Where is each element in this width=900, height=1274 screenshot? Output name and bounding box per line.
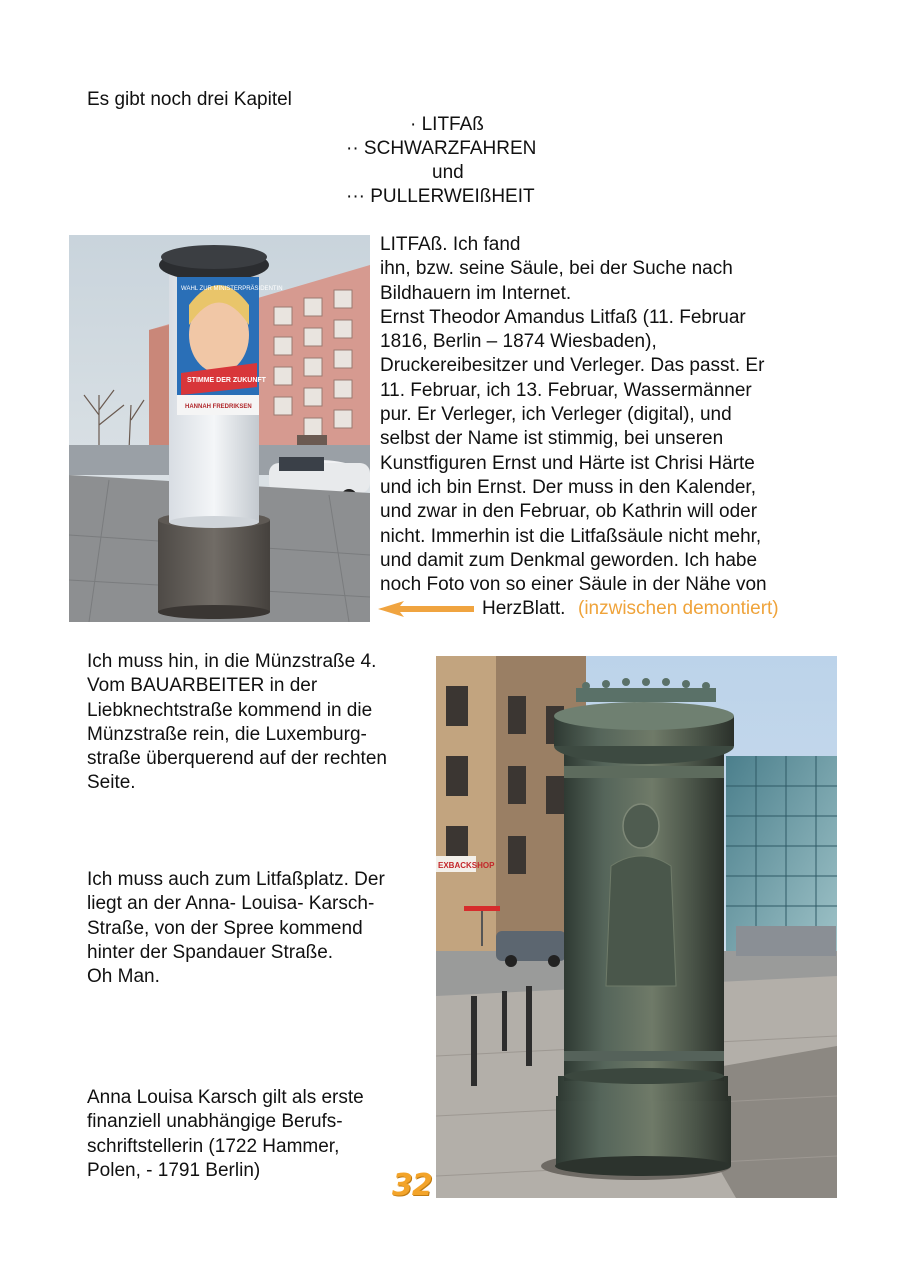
page-number: 32 — [392, 1168, 432, 1203]
paragraph-line: Ich muss hin, in die Münzstraße 4. — [87, 651, 377, 672]
paragraph-line: Oh Man. — [87, 966, 160, 988]
herzblatt-text: HerzBlatt. — [482, 598, 566, 619]
paragraph-line: Straße, von der Spree kommend — [87, 917, 363, 939]
paragraph-line: 11. Februar, ich 13. Februar, Wassermänner — [380, 379, 752, 401]
arrow-left-icon — [378, 600, 474, 618]
chapter-schwarzfahren: ·· SCHWARZFAHREN — [346, 138, 537, 159]
paragraph-line: noch Foto von so einer Säule in der Nähe von — [380, 574, 767, 596]
paragraph-line: und zwar in den Februar, ob Kathrin will oder — [380, 501, 758, 523]
paragraph-line: Münzstraße rein, die Luxemburg- — [87, 723, 367, 745]
paragraph-line: Ernst Theodor Amandus Litfaß (11. Februar — [380, 306, 746, 328]
paragraph-line: Bildhauern im Internet. — [380, 282, 572, 304]
karsch-paragraph — [87, 1086, 427, 1183]
paragraph-line: hinter der Spandauer Straße. — [87, 941, 334, 963]
paragraph-line: pur. Er Verleger, ich Verleger (digital), und — [380, 404, 732, 426]
paragraph-line: Seite. — [87, 772, 136, 794]
chapter-litfass: · LITFAß — [410, 114, 484, 135]
paragraph-line: und ich bin Ernst. Der muss in den Kalender, — [380, 476, 756, 498]
photo-litfass-column — [69, 235, 370, 622]
poster-name: HANNAH FREDRIKSEN — [185, 404, 252, 410]
litfass-paragraph — [380, 233, 820, 597]
photo-bronze-monument — [436, 656, 837, 1198]
paragraph-line: 1816, Berlin – 1874 Wiesbaden), — [380, 331, 657, 353]
paragraph-line: liegt an der Anna- Louisa- Karsch- — [87, 893, 375, 915]
paragraph-line: selbst der Name ist stimmig, bei unseren — [380, 428, 724, 450]
paragraph-line: nicht. Immerhin ist die Litfaßsäule nicht mehr, — [380, 525, 762, 547]
poster-top-text: WAHL ZUR MINISTERPRÄSIDENTIN — [181, 286, 283, 292]
paragraph-line: ihn, bzw. seine Säule, bei der Suche nach — [380, 258, 733, 280]
poster-slogan: STIMME DER ZUKUNFT — [187, 377, 266, 384]
paragraph-line: finanziell unabhängige Berufs- — [87, 1111, 343, 1133]
paragraph-line: Druckereibesitzer und Verleger. Das passt. Er — [380, 355, 765, 377]
paragraph-line: Liebknechtstraße kommend in die — [87, 699, 373, 721]
paragraph-line: schriftstellerin (1722 Hammer, — [87, 1135, 340, 1157]
chapter-und: und — [432, 162, 464, 183]
intro-text: Es gibt noch drei Kapitel — [87, 89, 292, 110]
paragraph-line: und damit zum Denkmal geworden. Ich habe — [380, 549, 758, 571]
paragraph-line: Vom BAUARBEITER in der — [87, 675, 318, 697]
paragraph-line: Ich muss auch zum Litfaßplatz. Der — [87, 869, 385, 890]
litfassplatz-paragraph — [87, 868, 427, 989]
paragraph-line: Kunstfiguren Ernst und Härte ist Chrisi Härte — [380, 452, 755, 474]
paragraph-line: Polen, - 1791 Berlin) — [87, 1159, 261, 1181]
shop-sign-text: EXBACKSHOP — [438, 861, 495, 870]
demontiert-note: (inzwischen demontiert) — [578, 598, 779, 619]
muenzstrasse-paragraph — [87, 650, 427, 796]
paragraph-line: LITFAß. Ich fand — [380, 234, 521, 255]
paragraph-line: Anna Louisa Karsch gilt als erste — [87, 1087, 364, 1108]
paragraph-line: straße überquerend auf der rechten — [87, 748, 387, 770]
chapter-pullerweissheit: ··· PULLERWEIßHEIT — [346, 186, 535, 207]
